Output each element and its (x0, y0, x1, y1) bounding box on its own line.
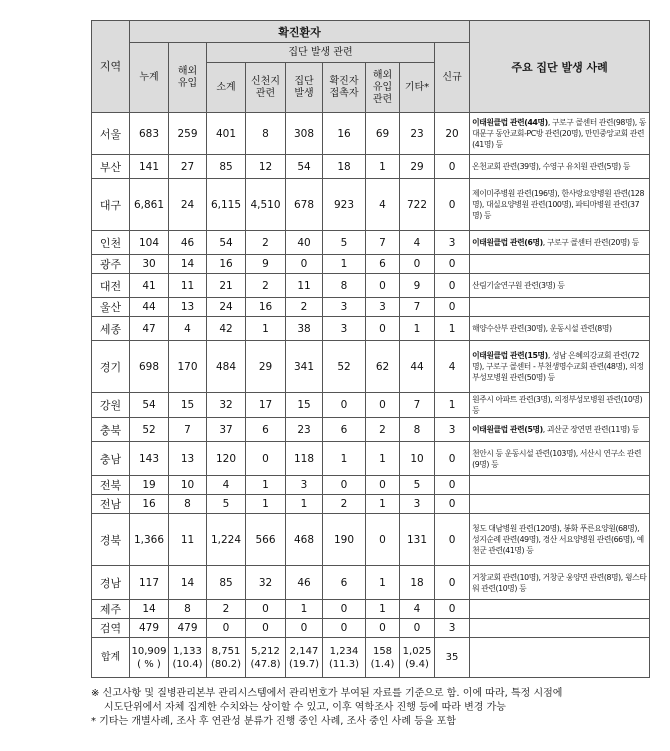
footnotes (91, 687, 661, 729)
shincheonji-cell: 4,510 (246, 179, 286, 231)
main-cases-cell (470, 231, 650, 255)
case-highlight: 이태원클럽 관련(6명) (472, 238, 543, 247)
case-highlight: 이태원클럽 관련(5명) (472, 425, 543, 434)
new-cell: 0 (435, 476, 470, 495)
case-text: , 괴산군 장연면 관련(11명) 등 (542, 425, 639, 434)
region-cell: 경북 (92, 514, 130, 566)
region-cell: 검역 (92, 619, 130, 638)
case-text: 청도 대남병원 관련(120명), 봉화 푸른요양원(68명), 성지순례 관련(49명), 경산 서요양병원 관련(66명), 예천군 관련(41명) 등 (472, 524, 644, 555)
contacts-cell: 2 (323, 495, 366, 514)
total-count: 10,909 ( % ) (130, 638, 169, 678)
region-cell: 대전 (92, 274, 130, 298)
other-cell: 722 (400, 179, 435, 231)
cluster-outbreak-cell: 40 (286, 231, 323, 255)
total-cell: 141 (130, 155, 169, 179)
contacts-cell: 6 (323, 418, 366, 442)
shincheonji-cell: 0 (246, 619, 286, 638)
contacts-cell: 6 (323, 566, 366, 600)
footnote-1-line1: ※ 신고사항 및 질병관리본부 관리시스템에서 관리번호가 부여된 자료를 기준으로 함. 이에 따라, 특정 시점에 (91, 688, 563, 699)
table-row (92, 418, 650, 442)
table-row (92, 566, 650, 600)
cluster-outbreak-cell: 38 (286, 317, 323, 341)
header-overseas-related: 해외 유입 관련 (366, 63, 400, 113)
contacts-cell: 8 (323, 274, 366, 298)
shincheonji-cell: 1 (246, 317, 286, 341)
total-cell: 698 (130, 341, 169, 393)
overseas-related-cell: 0 (366, 393, 400, 418)
main-cases-cell (470, 619, 650, 638)
shincheonji-cell: 1 (246, 476, 286, 495)
shincheonji-cell: 16 (246, 298, 286, 317)
overseas-related-cell: 0 (366, 317, 400, 341)
new-cell: 0 (435, 495, 470, 514)
new-cell: 0 (435, 442, 470, 476)
main-cases-cell (470, 393, 650, 418)
other-cell: 18 (400, 566, 435, 600)
shincheonji-cell: 2 (246, 274, 286, 298)
overseas-cell: 479 (169, 619, 207, 638)
main-cases-cell (470, 255, 650, 274)
other-cell: 23 (400, 113, 435, 155)
header-region: 지역 (92, 21, 130, 113)
other-cell: 9 (400, 274, 435, 298)
main-cases-cell (470, 155, 650, 179)
shincheonji-cell: 1 (246, 495, 286, 514)
region-cell: 부산 (92, 155, 130, 179)
total-cell: 104 (130, 231, 169, 255)
overseas-related-cell: 1 (366, 442, 400, 476)
overseas-related-cell: 2 (366, 418, 400, 442)
other-cell: 1 (400, 317, 435, 341)
main-cases-cell (470, 495, 650, 514)
other-cell: 7 (400, 298, 435, 317)
header-confirmed: 확진환자 (130, 21, 470, 43)
cluster-outbreak-cell: 15 (286, 393, 323, 418)
region-cell: 인천 (92, 231, 130, 255)
case-text: 거창교회 관련(10명), 거창군 웅양면 관련(8명), 윙스타워 관련(10명) 등 (472, 572, 647, 593)
other-cell: 44 (400, 341, 435, 393)
new-cell: 0 (435, 179, 470, 231)
region-cell: 서울 (92, 113, 130, 155)
case-text: 원주시 아파트 관련(3명), 의정부성모병원 관련(10명) 등 (472, 395, 643, 415)
cluster-outbreak-cell: 1 (286, 495, 323, 514)
table-row (92, 619, 650, 638)
table-row (92, 231, 650, 255)
total-row (92, 638, 650, 678)
footnote-1-line2: 시도단위에서 자체 집계한 수치와는 상이할 수 있고, 이후 역학조사 진행 등에 따라 변경 가능 (104, 702, 506, 713)
cluster-outbreak-cell: 23 (286, 418, 323, 442)
table-row (92, 600, 650, 619)
other-cell: 7 (400, 393, 435, 418)
new-cell: 3 (435, 231, 470, 255)
case-text: 해양수산부 관련(30명), 운동시설 관련(8명) (472, 324, 612, 333)
table-row (92, 113, 650, 155)
total-cell: 1,366 (130, 514, 169, 566)
header-subtotal: 소계 (207, 63, 246, 113)
main-cases-cell (470, 418, 650, 442)
new-cell: 0 (435, 155, 470, 179)
overseas-cell: 14 (169, 566, 207, 600)
overseas-cell: 4 (169, 317, 207, 341)
header-contacts: 확진자 접촉자 (323, 63, 366, 113)
overseas-cell: 13 (169, 298, 207, 317)
overseas-cell: 11 (169, 274, 207, 298)
total-cell: 41 (130, 274, 169, 298)
table-row (92, 317, 650, 341)
header-overseas: 해외 유입 (169, 43, 207, 113)
cluster-outbreak-cell: 118 (286, 442, 323, 476)
shincheonji-cell: 8 (246, 113, 286, 155)
subtotal-cell: 21 (207, 274, 246, 298)
total-other: 1,025 (9.4) (400, 638, 435, 678)
contacts-cell: 16 (323, 113, 366, 155)
overseas-related-cell: 0 (366, 476, 400, 495)
case-text: , 구로구 콜센터 관련(98명), 동대문구 동안교회-PC방 관련(20명), 만민중앙교회 관련(41명) 등 (472, 118, 647, 149)
total-cell: 52 (130, 418, 169, 442)
subtotal-cell: 120 (207, 442, 246, 476)
table-row (92, 255, 650, 274)
subtotal-cell: 37 (207, 418, 246, 442)
cluster-outbreak-cell: 3 (286, 476, 323, 495)
overseas-cell: 14 (169, 255, 207, 274)
total-cell: 14 (130, 600, 169, 619)
total-cell: 143 (130, 442, 169, 476)
total-overseas-related: 158 (1.4) (366, 638, 400, 678)
new-cell: 0 (435, 274, 470, 298)
case-text: 산림기술연구원 관련(3명) 등 (472, 281, 565, 290)
header-shincheonji: 신천지 관련 (246, 63, 286, 113)
other-cell: 131 (400, 514, 435, 566)
overseas-related-cell: 1 (366, 155, 400, 179)
total-subtotal: 8,751 (80.2) (207, 638, 246, 678)
total-cell: 47 (130, 317, 169, 341)
overseas-related-cell: 1 (366, 495, 400, 514)
contacts-cell: 18 (323, 155, 366, 179)
new-cell: 3 (435, 418, 470, 442)
overseas-cell: 24 (169, 179, 207, 231)
total-cell: 479 (130, 619, 169, 638)
overseas-related-cell: 1 (366, 566, 400, 600)
footnote-2: * 기타는 개별사례, 조사 후 연관성 분류가 진행 중인 사례, 조사 중인 사례 등을 포함 (91, 716, 456, 727)
total-cell: 683 (130, 113, 169, 155)
contacts-cell: 1 (323, 442, 366, 476)
overseas-cell: 15 (169, 393, 207, 418)
shincheonji-cell: 0 (246, 600, 286, 619)
region-cell: 전북 (92, 476, 130, 495)
main-cases-cell (470, 442, 650, 476)
table-row (92, 155, 650, 179)
new-cell: 3 (435, 619, 470, 638)
contacts-cell: 190 (323, 514, 366, 566)
total-cell: 19 (130, 476, 169, 495)
new-cell: 1 (435, 317, 470, 341)
case-text: 온천교회 관련(39명), 수영구 유치원 관련(5명) 등 (472, 162, 631, 171)
region-cell: 전남 (92, 495, 130, 514)
new-cell: 1 (435, 393, 470, 418)
total-cell: 6,861 (130, 179, 169, 231)
cluster-outbreak-cell: 1 (286, 600, 323, 619)
total-overseas: 1,133 (10.4) (169, 638, 207, 678)
table-row (92, 442, 650, 476)
main-cases-cell (470, 317, 650, 341)
overseas-cell: 259 (169, 113, 207, 155)
main-cases-cell (470, 476, 650, 495)
table-row (92, 274, 650, 298)
region-cell: 광주 (92, 255, 130, 274)
shincheonji-cell: 17 (246, 393, 286, 418)
region-cell: 충남 (92, 442, 130, 476)
region-cell: 강원 (92, 393, 130, 418)
region-cell: 충북 (92, 418, 130, 442)
new-cell: 0 (435, 255, 470, 274)
main-cases-cell (470, 341, 650, 393)
covid-table-wrapper (91, 20, 650, 678)
subtotal-cell: 16 (207, 255, 246, 274)
case-highlight: 이태원클럽 관련(15명) (472, 351, 548, 360)
cluster-outbreak-cell: 0 (286, 619, 323, 638)
subtotal-cell: 42 (207, 317, 246, 341)
total-shincheonji: 5,212 (47.8) (246, 638, 286, 678)
contacts-cell: 0 (323, 619, 366, 638)
overseas-related-cell: 4 (366, 179, 400, 231)
new-cell: 0 (435, 600, 470, 619)
total-cell: 117 (130, 566, 169, 600)
other-cell: 29 (400, 155, 435, 179)
region-cell: 세종 (92, 317, 130, 341)
header-main-cases: 주요 집단 발생 사례 (470, 21, 650, 113)
subtotal-cell: 5 (207, 495, 246, 514)
total-contacts: 1,234 (11.3) (323, 638, 366, 678)
contacts-cell: 1 (323, 255, 366, 274)
overseas-related-cell: 0 (366, 274, 400, 298)
overseas-related-cell: 6 (366, 255, 400, 274)
region-cell: 울산 (92, 298, 130, 317)
overseas-related-cell: 0 (366, 514, 400, 566)
main-cases-cell (470, 566, 650, 600)
overseas-cell: 10 (169, 476, 207, 495)
new-cell: 0 (435, 514, 470, 566)
table-row (92, 393, 650, 418)
table-row (92, 476, 650, 495)
new-cell: 20 (435, 113, 470, 155)
shincheonji-cell: 2 (246, 231, 286, 255)
cluster-outbreak-cell: 0 (286, 255, 323, 274)
subtotal-cell: 2 (207, 600, 246, 619)
subtotal-cell: 6,115 (207, 179, 246, 231)
overseas-cell: 11 (169, 514, 207, 566)
total-cell: 30 (130, 255, 169, 274)
cluster-outbreak-cell: 678 (286, 179, 323, 231)
table-row (92, 495, 650, 514)
other-cell: 3 (400, 495, 435, 514)
overseas-cell: 13 (169, 442, 207, 476)
cluster-outbreak-cell: 2 (286, 298, 323, 317)
subtotal-cell: 0 (207, 619, 246, 638)
overseas-cell: 27 (169, 155, 207, 179)
overseas-related-cell: 1 (366, 600, 400, 619)
contacts-cell: 3 (323, 298, 366, 317)
contacts-cell: 52 (323, 341, 366, 393)
total-cell: 16 (130, 495, 169, 514)
subtotal-cell: 4 (207, 476, 246, 495)
region-cell: 경남 (92, 566, 130, 600)
contacts-cell: 3 (323, 317, 366, 341)
subtotal-cell: 85 (207, 566, 246, 600)
cluster-outbreak-cell: 341 (286, 341, 323, 393)
other-cell: 8 (400, 418, 435, 442)
overseas-related-cell: 69 (366, 113, 400, 155)
shincheonji-cell: 32 (246, 566, 286, 600)
other-cell: 4 (400, 600, 435, 619)
overseas-related-cell: 62 (366, 341, 400, 393)
region-cell: 경기 (92, 341, 130, 393)
other-cell: 0 (400, 619, 435, 638)
main-cases-cell (470, 600, 650, 619)
new-cell: 0 (435, 566, 470, 600)
header-total: 누계 (130, 43, 169, 113)
table-row (92, 341, 650, 393)
overseas-cell: 8 (169, 600, 207, 619)
contacts-cell: 923 (323, 179, 366, 231)
total-cell: 44 (130, 298, 169, 317)
cluster-outbreak-cell: 468 (286, 514, 323, 566)
new-cell: 4 (435, 341, 470, 393)
overseas-cell: 46 (169, 231, 207, 255)
total-cell: 54 (130, 393, 169, 418)
table-row (92, 179, 650, 231)
header-other: 기타* (400, 63, 435, 113)
shincheonji-cell: 6 (246, 418, 286, 442)
contacts-cell: 0 (323, 393, 366, 418)
contacts-cell: 0 (323, 476, 366, 495)
other-cell: 5 (400, 476, 435, 495)
main-cases-cell (470, 179, 650, 231)
other-cell: 0 (400, 255, 435, 274)
main-cases-cell (470, 514, 650, 566)
main-cases-cell (470, 298, 650, 317)
shincheonji-cell: 0 (246, 442, 286, 476)
header-new: 신규 (435, 43, 470, 113)
table-row (92, 514, 650, 566)
overseas-related-cell: 0 (366, 619, 400, 638)
other-cell: 10 (400, 442, 435, 476)
table-row (92, 298, 650, 317)
total-new: 35 (435, 638, 470, 678)
cluster-outbreak-cell: 308 (286, 113, 323, 155)
case-text: 제이미주병원 관련(196명), 한사랑요양병원 관련(128명), 대실요양병원 관련(100명), 파티마병원 관련(37명) 등 (472, 189, 645, 220)
region-cell: 대구 (92, 179, 130, 231)
total-cluster: 2,147 (19.7) (286, 638, 323, 678)
subtotal-cell: 24 (207, 298, 246, 317)
subtotal-cell: 484 (207, 341, 246, 393)
other-cell: 4 (400, 231, 435, 255)
contacts-cell: 5 (323, 231, 366, 255)
main-cases-cell (470, 274, 650, 298)
new-cell: 0 (435, 298, 470, 317)
overseas-cell: 170 (169, 341, 207, 393)
subtotal-cell: 85 (207, 155, 246, 179)
header-cluster: 집단 발생 관련 (207, 43, 435, 63)
shincheonji-cell: 29 (246, 341, 286, 393)
table-body (92, 113, 650, 638)
confirmed-cases-table (91, 20, 650, 678)
case-text: , 성남 은혜의강교회 관련(72명), 구로구 콜센터 - 부천생명수교회 관련(48명), 의정부성모병원 관련(50명) 등 (472, 351, 644, 382)
overseas-cell: 7 (169, 418, 207, 442)
overseas-cell: 8 (169, 495, 207, 514)
case-text: , 구로구 콜센터 관련(20명) 등 (542, 238, 639, 247)
cluster-outbreak-cell: 54 (286, 155, 323, 179)
subtotal-cell: 1,224 (207, 514, 246, 566)
subtotal-cell: 54 (207, 231, 246, 255)
total-cases-empty (470, 638, 650, 678)
shincheonji-cell: 566 (246, 514, 286, 566)
cluster-outbreak-cell: 46 (286, 566, 323, 600)
region-cell: 제주 (92, 600, 130, 619)
shincheonji-cell: 9 (246, 255, 286, 274)
subtotal-cell: 32 (207, 393, 246, 418)
contacts-cell: 0 (323, 600, 366, 619)
case-highlight: 이태원클럽 관련(44명) (472, 118, 548, 127)
total-label: 합계 (92, 638, 130, 678)
shincheonji-cell: 12 (246, 155, 286, 179)
header-cluster-outbreak: 집단 발생 (286, 63, 323, 113)
cluster-outbreak-cell: 11 (286, 274, 323, 298)
subtotal-cell: 401 (207, 113, 246, 155)
overseas-related-cell: 7 (366, 231, 400, 255)
overseas-related-cell: 3 (366, 298, 400, 317)
case-text: 천안시 등 운동시설 관련(103명), 서산시 연구소 관련(9명) 등 (472, 448, 642, 469)
main-cases-cell (470, 113, 650, 155)
